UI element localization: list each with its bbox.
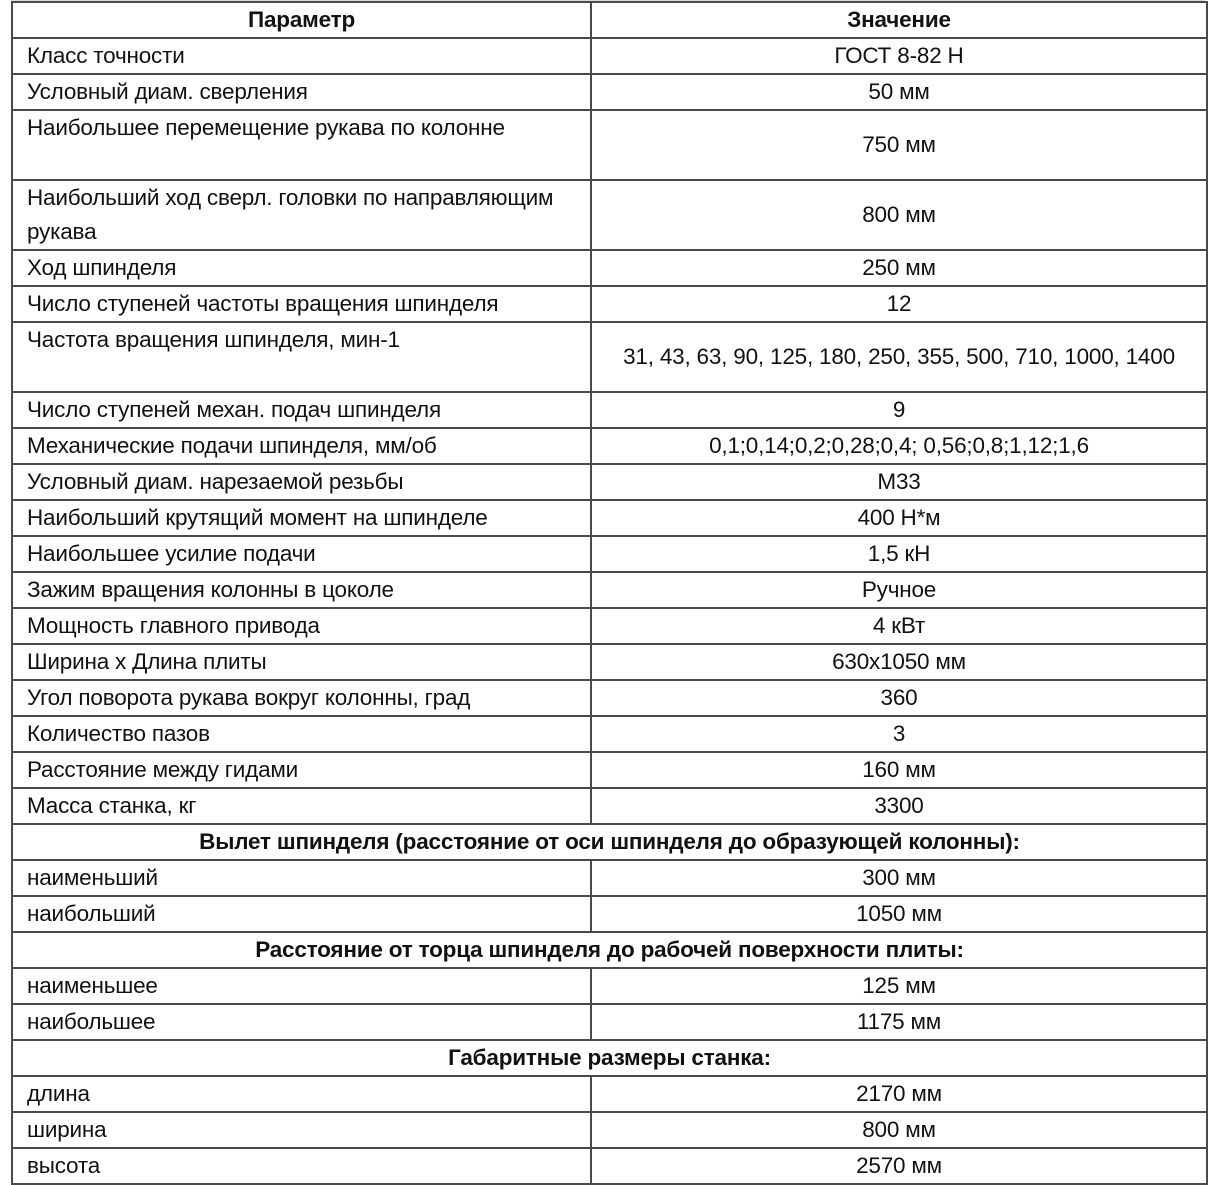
param-cell: ширина [12,1112,591,1148]
param-cell: длина [12,1076,591,1112]
table-row [12,680,1207,716]
section-header-row [12,932,1207,968]
value-cell: 800 мм [591,1112,1207,1148]
param-cell: Наибольший ход сверл. головки по направляющим рукава [12,180,591,250]
param-cell: Масса станка, кг [12,788,591,824]
table-row [12,752,1207,788]
param-cell: Ход шпинделя [12,250,591,286]
value-cell: 12 [591,286,1207,322]
param-cell: наибольшее [12,1004,591,1040]
table-row [12,110,1207,180]
table-row [12,608,1207,644]
value-cell: 4 кВт [591,608,1207,644]
table-row [12,38,1207,74]
table-row [12,788,1207,824]
value-cell: 300 мм [591,860,1207,896]
section-title-overall-dimensions: Габаритные размеры станка: [12,1040,1207,1076]
value-cell: 1050 мм [591,896,1207,932]
param-cell: Мощность главного привода [12,608,591,644]
table-row [12,464,1207,500]
table-row [12,286,1207,322]
table-row [12,428,1207,464]
value-cell: 1,5 кН [591,536,1207,572]
value-cell: 9 [591,392,1207,428]
table-row [12,180,1207,250]
column-header-parameter: Параметр [12,2,591,38]
table-row [12,500,1207,536]
value-cell: М33 [591,464,1207,500]
table-row [12,1076,1207,1112]
param-cell: Число ступеней механ. подач шпинделя [12,392,591,428]
table-row [12,322,1207,392]
param-cell: Наибольшее усилие подачи [12,536,591,572]
table-row [12,716,1207,752]
value-cell: 750 мм [591,110,1207,180]
value-cell: 1175 мм [591,1004,1207,1040]
value-cell: ГОСТ 8-82 Н [591,38,1207,74]
table-row [12,1148,1207,1184]
value-cell: 400 Н*м [591,500,1207,536]
column-header-value: Значение [591,2,1207,38]
param-cell: Класс точности [12,38,591,74]
value-cell: 250 мм [591,250,1207,286]
table-row [12,644,1207,680]
section-header-row [12,824,1207,860]
table-row [12,896,1207,932]
table-row [12,1004,1207,1040]
param-cell: наименьший [12,860,591,896]
table-header-row [12,2,1207,38]
value-cell: 3 [591,716,1207,752]
value-cell: 2170 мм [591,1076,1207,1112]
table-row [12,968,1207,1004]
value-cell: 0,1;0,14;0,2;0,28;0,4; 0,56;0,8;1,12;1,6 [591,428,1207,464]
value-cell: 800 мм [591,180,1207,250]
param-cell: высота [12,1148,591,1184]
table-row [12,250,1207,286]
value-cell: Ручное [591,572,1207,608]
section-title-spindle-reach: Вылет шпинделя (расстояние от оси шпинделя до образующей колонны): [12,824,1207,860]
param-cell: Ширина х Длина плиты [12,644,591,680]
table-row [12,572,1207,608]
table-row [12,536,1207,572]
specifications-table [11,1,1208,1185]
value-cell: 630х1050 мм [591,644,1207,680]
param-cell: Количество пазов [12,716,591,752]
param-cell: Наибольший крутящий момент на шпинделе [12,500,591,536]
value-cell: 360 [591,680,1207,716]
value-cell: 3300 [591,788,1207,824]
param-cell: Частота вращения шпинделя, мин-1 [12,322,591,392]
value-cell: 2570 мм [591,1148,1207,1184]
value-cell: 31, 43, 63, 90, 125, 180, 250, 355, 500, 710, 1000, 1400 [591,322,1207,392]
table-row [12,1112,1207,1148]
param-cell: Расстояние между гидами [12,752,591,788]
param-cell: Зажим вращения колонны в цоколе [12,572,591,608]
table-row [12,74,1207,110]
section-header-row [12,1040,1207,1076]
value-cell: 50 мм [591,74,1207,110]
table-row [12,860,1207,896]
param-cell: наибольший [12,896,591,932]
param-cell: Механические подачи шпинделя, мм/об [12,428,591,464]
value-cell: 125 мм [591,968,1207,1004]
param-cell: Условный диам. нарезаемой резьбы [12,464,591,500]
table-row [12,392,1207,428]
param-cell: наименьшее [12,968,591,1004]
param-cell: Наибольшее перемещение рукава по колонне [12,110,591,180]
param-cell: Угол поворота рукава вокруг колонны, град [12,680,591,716]
value-cell: 160 мм [591,752,1207,788]
param-cell: Число ступеней частоты вращения шпинделя [12,286,591,322]
param-cell: Условный диам. сверления [12,74,591,110]
section-title-spindle-to-table: Расстояние от торца шпинделя до рабочей поверхности плиты: [12,932,1207,968]
